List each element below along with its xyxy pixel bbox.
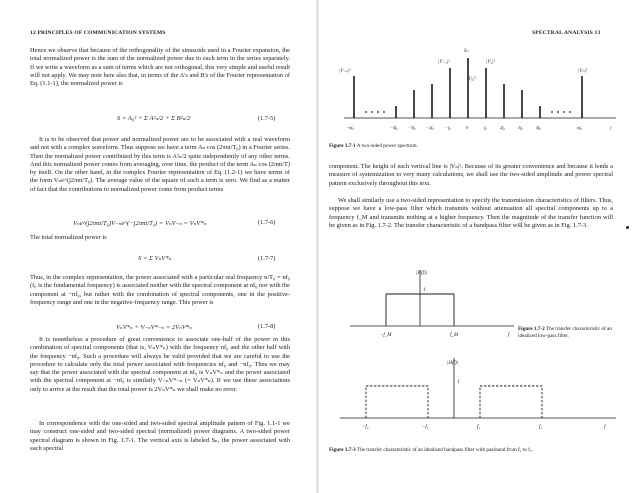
margin-ink-dot (626, 226, 629, 229)
figure-1-7-3-caption (329, 447, 619, 454)
tick-neg-f2: −f₂ (362, 425, 369, 430)
tick-neg-4f0: −4f₀ (390, 125, 398, 130)
equation-1-7-6: Vₙe^(j2πnt/T₀)V₋ₙe^(−j2πnt/T₀) = VₙV₋ₙ = VₙV*ₙ (73, 220, 207, 227)
figure-1-7-2-caption (518, 326, 622, 339)
paragraph-complex-representation: Thus, in the complex representation, the power associated with a particular real frequency n/T₀ = nf₀ (f₀ is the fundamental frequency) is associated neither with the spectral component at nf₀ nor with the component at −nf₀, but rather with the combination of spectral components, one in the positive-frequency range and one in the negative-frequency range. This power is (30, 274, 290, 306)
paragraph-filters: We shall similarly use a two-sided representation to specify the transmission characteristics of filters. Thus, suppose we have a low-pass filter which transmits without attenuation all spectral components up to a frequency f_M and transmits nothing at a higher frequency. Then the magnitude of the transfer function will be given as in Fig. 1.7-2. The transfer characteristic of a bandpass filter will be given as in Fig. 1.7-3. (329, 197, 613, 229)
caption-number: Figure 1.7-3 (329, 447, 356, 453)
equation-1-7-8: VₙV*ₙ + V₋ₙV*₋ₙ = 2VₙV*ₙ (116, 324, 192, 331)
caption-text: A two-sided power spectrum. (356, 143, 418, 149)
right-page (320, 0, 638, 493)
figure-lowpass-filter (344, 264, 540, 348)
tick-zero: 0 (466, 125, 469, 130)
tick-neg-nf0: −nf₀ (346, 125, 354, 130)
tick-2f0: 2f₀ (500, 125, 505, 130)
paragraph-total-power: The total normalized power is (30, 234, 107, 241)
caption-number: Figure 1.7-1 (329, 143, 356, 149)
label-v-neg-1: |V₋₁|² (438, 60, 450, 65)
caption-text: The transfer characteristic of an idealized low-pass filter. (518, 326, 612, 339)
equation-number: (1.7-7) (258, 255, 276, 262)
y-axis-label: |H(f)| (447, 361, 459, 366)
label-v-neg-n: |V₋ₙ|² (339, 69, 351, 74)
equation-number: (1.7-6) (258, 219, 276, 226)
equation-number: (1.7-8) (258, 323, 276, 330)
tick-neg-fm: −f_M (380, 333, 392, 338)
tick-3f0: 3f₀ (518, 125, 523, 130)
caption-text: The transfer characteristic of an idealized bandpass filter with passband from f₁ to f₂. (356, 447, 534, 453)
label-v-n: |Vₙ|² (578, 69, 588, 74)
equation-1-7-5: S = A₀² + Σ A²ₙ/2 + Σ B²ₙ/2 (117, 115, 191, 122)
label-v-1: |V₁|² (486, 60, 496, 65)
y-value-one: 1 (457, 380, 460, 385)
tick-neg-3f0: −3f₀ (408, 125, 416, 130)
tick-4f0: 4f₀ (536, 125, 541, 130)
left-page (0, 0, 318, 493)
tick-nf0: nf₀ (577, 125, 582, 130)
y-axis-label: |H(f)| (416, 271, 428, 276)
tick-f: f (508, 333, 510, 338)
equation-number: (1.7-5) (258, 115, 276, 122)
label-v-0: |V₀|² (467, 77, 477, 82)
tick-neg-f1: −f₁ (422, 425, 429, 430)
paragraph-vertical-line-height: component. The height of each vertical line is |Vₙ|². Because of its greater convenience and because it lends a measure of systemization to very many calculations, we shall use the two-sided amplitude and power spectral pattern exclusively throughout this text. (329, 163, 613, 187)
tick-fm: f_M (450, 333, 459, 338)
figure-bandpass-filter (334, 352, 620, 444)
tick-neg-2f0: −2f₀ (426, 125, 434, 130)
figure-two-sided-power-spectrum (334, 40, 626, 140)
figure-1-7-1-caption (329, 143, 418, 150)
bandpass-response-negative (366, 386, 428, 418)
left-running-header: 12 PRINCIPLES OF COMMUNICATION SYSTEMS (30, 30, 166, 36)
tick-f1: f₁ (477, 425, 481, 430)
tick-f: f (610, 125, 612, 130)
bandpass-response-positive (480, 386, 542, 418)
tick-f2: f₂ (539, 425, 543, 430)
y-value-one: 1 (423, 288, 426, 293)
tick-f: f (604, 425, 606, 430)
paragraph-power-diagrams: In correspondence with the one-sided and two-sided spectral amplitude pattern of Fig. 1.1-1 we may construct one-sided and two-sided spectral (normalized) power diagrams. A two-sided power spectral diagram is shown in Fig. 1.7-1. The vertical axis is labeled Sₙ, the power associated with each spectral (30, 420, 290, 452)
right-running-header: SPECTRAL ANALYSIS 13 (532, 30, 601, 36)
axis-label-sn: Sₙ (464, 49, 469, 54)
paragraph-orthogonality: Hence we observe that because of the orthogonality of the sinusoids used in a Fourier expansion, the total normalized power is the sum of the normalized power due to each term in the series separately. If we write a waveform as a sum of terms which are not orthogonal, this very simple and useful result will not apply. We may note here also that, in terms of the A's and B's of the Fourier representation of Eq. (1.1-1), the normalized power is (30, 47, 290, 88)
paragraph-real-waveform: It is to be observed that power and normalized power are to be associated with a real waveform and not with a complex waveform. Thus suppose we have a term Aₙ cos (2πnt/T₀) in a Fourier series. Then the normalized power contributed by this term is A²ₙ/2 quite independently of any other terms. And this normalized power comes from averaging, over time, the product of the term Aₙ cos (2πnt/T) by itself. On the other hand, in the complex Fourier representation of Eq. (1.2-1) we have terms of the form Vₙe^(j2πnt/T₀). The average value of the square of such a term is zero. We find as a matter of fact that the contributions to normalized power come from product terms (30, 136, 290, 193)
caption-number: Figure 1.7-2 (518, 326, 545, 332)
paragraph-one-half-power: It is nonetheless a procedure of great convenience to associate one-half of the power in this combination of spectral components (that is, VₙV*ₙ) with the frequency nf₀ and the other half with the frequency −nf₀. Such a procedure will always be valid provided that we are careful to use the procedure to calculate only the total power associated with frequencies nf₀ and −nf₀. Thus we may say that the power associated with the spectral component at nf₀ is VₙV*ₙ and the power associated with the spectral component at −nf₀ is similarly V₋ₙV*₋ₙ (= VₙV*ₙ). If we use these associations only to arrive at the result that the total power is 2VₙV*ₙ we shall make no error. (30, 336, 290, 393)
equation-1-7-7: S = Σ VₙV*ₙ (138, 255, 172, 262)
book-gutter (316, 0, 319, 493)
tick-f0: f₀ (484, 125, 487, 130)
tick-neg-f0: −f₀ (445, 125, 451, 130)
